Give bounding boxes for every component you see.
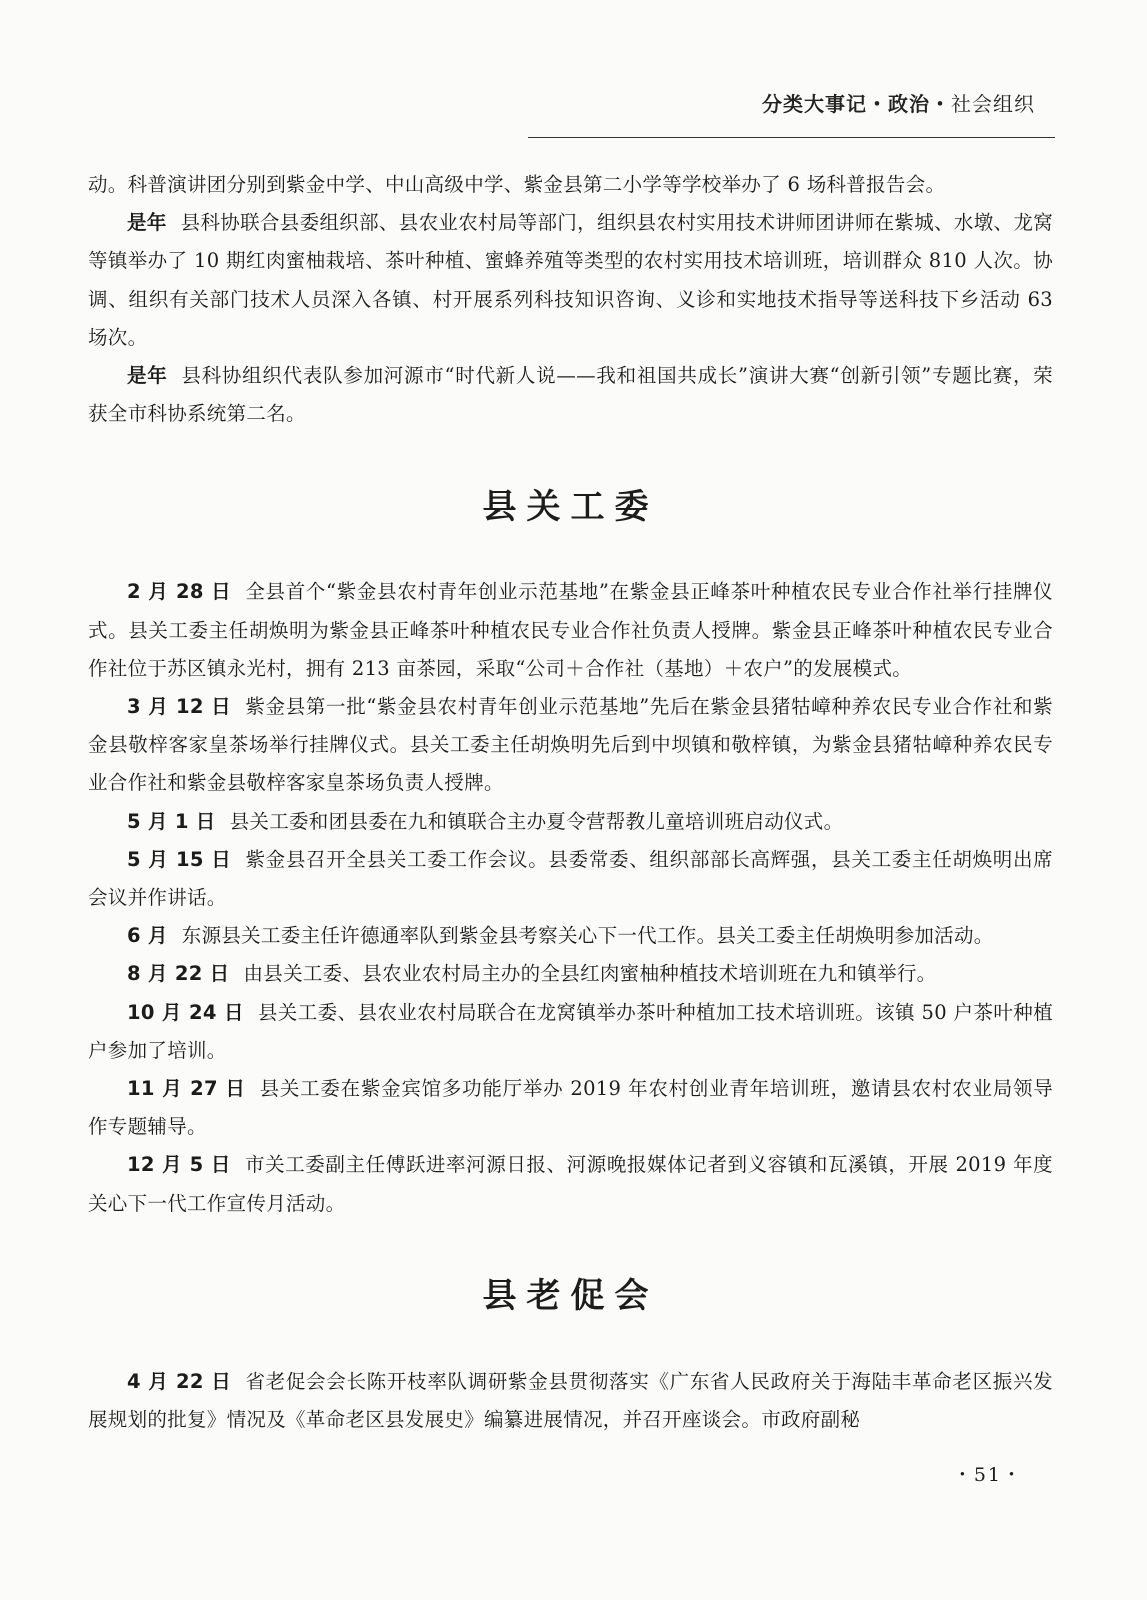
paragraph [88, 803, 1053, 841]
paragraph-text: 市关工委副主任傅跃进率河源日报、河源晚报媒体记者到义容镇和瓦溪镇，开展 2019 年度关心下一代工作宣传月活动。 [88, 1153, 1053, 1215]
paragraph-text: 县科协组织代表队参加河源市“时代新人说——我和祖国共成长”演讲大赛“创新引领”专题比赛，荣获全市科协系统第二名。 [88, 364, 1053, 426]
page-body [88, 166, 1053, 1439]
entry-date: 5 月 1 日 [127, 809, 216, 833]
paragraph [88, 994, 1053, 1070]
entry-date: 11 月 27 日 [127, 1077, 246, 1101]
paragraph [88, 955, 1053, 993]
paragraph-text: 东源县关工委主任许德通率队到紫金县考察关心下一代工作。县关工委主任胡焕明参加活动。 [181, 924, 994, 948]
paragraph [88, 357, 1053, 433]
paragraph-text: 紫金县召开全县关工委工作会议。县委常委、组织部部长高辉强，县关工委主任胡焕明出席会议并作讲话。 [88, 847, 1053, 910]
paragraph [88, 573, 1053, 688]
entry-date: 4 月 22 日 [127, 1369, 232, 1393]
running-header [762, 88, 1035, 117]
entry-date: 6 月 [127, 924, 168, 948]
paragraph-text: 动。科普演讲团分别到紫金中学、中山高级中学、紫金县第二小学等学校举办了 6 场科普报告会。 [88, 173, 946, 196]
section-heading-box [88, 433, 1053, 573]
paragraph-text: 县科协联合县委组织部、县农业农村局等部门，组织县农村实用技术讲师团讲师在紫城、水墩、龙窝等镇举办了 10 期红肉蜜柚栽培、茶叶种植、蜜蜂养殖等类型的农村实用技术培训班，培训群众 810 人次。协调、组织有关部门技术人员深入各镇、村开展系列科技知识咨询、义诊和实地技术指导等送科技下乡活动 63 场次。 [88, 211, 1053, 349]
entry-date: 是年 [127, 364, 168, 388]
paragraph-text: 县关工委在紫金宾馆多功能厅举办 2019 年农村创业青年培训班，邀请县农村农业局领导作专题辅导。 [88, 1077, 1053, 1139]
paragraph-text: 县关工委、县农业农村局联合在龙窝镇举办茶叶种植加工技术培训班。该镇 50 户茶叶种植户参加了培训。 [88, 1000, 1053, 1062]
entry-date: 3 月 12 日 [127, 695, 232, 719]
entry-date: 12 月 5 日 [127, 1153, 231, 1177]
paragraph-text: 紫金县第一批“紫金县农村青年创业示范基地”先后在紫金县猪牯嶂种养农民专业合作社和紫金县敬梓客家皇茶场举行挂牌仪式。县关工委主任胡焕明先后到中坝镇和敬梓镇，为紫金县猪牯嶂种养农民专业合作社和紫金县敬梓客家皇茶场负责人授牌。 [88, 695, 1053, 795]
paragraph [88, 1363, 1053, 1439]
paragraph [88, 1146, 1053, 1222]
section-heading-box [88, 1223, 1053, 1363]
paragraph [88, 204, 1053, 357]
section-heading: 县老促会 [482, 1276, 659, 1317]
entry-date: 5 月 15 日 [127, 847, 232, 871]
paragraph-text: 县关工委和团县委在九和镇联合主办夏令营帮教儿童培训班启动仪式。 [229, 809, 844, 833]
paragraph-text: 全县首个“紫金县农村青年创业示范基地”在紫金县正峰茶叶种植农民专业合作社举行挂牌仪式。县关工委主任胡焕明为紫金县正峰茶叶种植农民专业合作社负责人授牌。紫金县正峰茶叶种植农民专业合作社位于苏区镇永光村，拥有 213 亩茶园，采取“公司＋合作社（基地）＋农户”的发展模式。 [88, 580, 1053, 680]
paragraph [88, 688, 1053, 803]
paragraph [88, 1070, 1053, 1146]
paragraph-text: 由县关工委、县农业农村局主办的全县红肉蜜柚种植技术培训班在九和镇举行。 [243, 962, 937, 986]
entry-date: 2 月 28 日 [127, 580, 232, 604]
entry-date: 10 月 24 日 [127, 1000, 244, 1024]
running-header-sub: 社会组织 [951, 92, 1035, 116]
page-number: ・51・ [952, 1464, 1023, 1486]
paragraph [88, 917, 1053, 955]
entry-date: 8 月 22 日 [127, 962, 230, 986]
paragraph [88, 841, 1053, 917]
running-header-main: 分类大事记・政治・ [762, 92, 951, 116]
section-heading: 县关工委 [482, 486, 659, 527]
entry-date: 是年 [127, 211, 167, 235]
paragraph [88, 166, 1053, 204]
header-rule [528, 137, 1055, 138]
paragraph-text: 省老促会会长陈开枝率队调研紫金县贯彻落实《广东省人民政府关于海陆丰革命老区振兴发展规划的批复》情况及《革命老区县发展史》编纂进展情况，并召开座谈会。市政府副秘 [88, 1369, 1053, 1432]
